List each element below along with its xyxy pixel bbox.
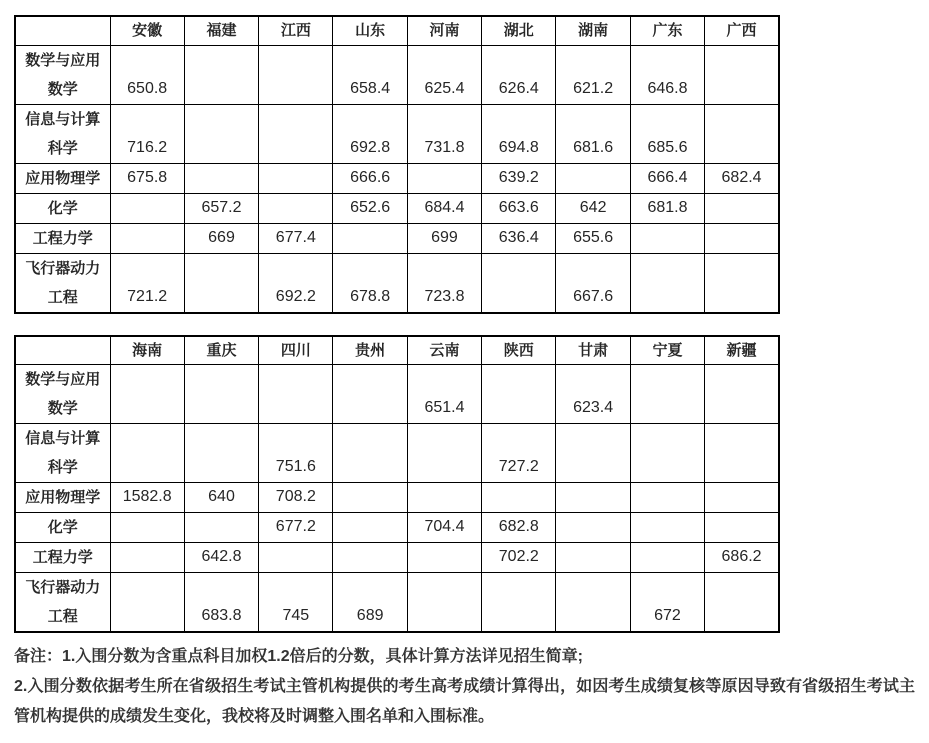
score-cell: 626.4 — [482, 45, 556, 104]
corner-cell — [15, 16, 110, 45]
province-header: 河南 — [407, 16, 481, 45]
score-cell: 657.2 — [184, 193, 258, 223]
score-cell — [259, 45, 333, 104]
score-cell — [556, 543, 630, 573]
score-cell — [184, 513, 258, 543]
major-score-row — [15, 45, 779, 104]
score-cell — [705, 513, 779, 543]
score-cell: 652.6 — [333, 193, 407, 223]
score-cell — [333, 424, 407, 483]
major-label: 飞行器动力工程 — [15, 253, 110, 313]
score-cell: 716.2 — [110, 104, 184, 163]
score-cell — [110, 543, 184, 573]
score-cell — [705, 573, 779, 633]
score-cell — [407, 163, 481, 193]
score-cell: 684.4 — [407, 193, 481, 223]
score-cell: 663.6 — [482, 193, 556, 223]
score-cell — [630, 365, 704, 424]
major-score-row — [15, 513, 779, 543]
score-cell: 639.2 — [482, 163, 556, 193]
score-cell: 708.2 — [259, 483, 333, 513]
score-cell: 686.2 — [705, 543, 779, 573]
score-cell: 704.4 — [407, 513, 481, 543]
score-cell — [184, 365, 258, 424]
score-cell: 745 — [259, 573, 333, 633]
score-cell: 699 — [407, 223, 481, 253]
score-cell — [184, 45, 258, 104]
major-label: 工程力学 — [15, 223, 110, 253]
score-cell — [705, 483, 779, 513]
major-label: 数学与应用数学 — [15, 45, 110, 104]
score-cell — [705, 193, 779, 223]
major-label: 应用物理学 — [15, 163, 110, 193]
major-label: 工程力学 — [15, 543, 110, 573]
score-cell: 666.6 — [333, 163, 407, 193]
score-cell: 694.8 — [482, 104, 556, 163]
score-cell — [333, 365, 407, 424]
score-cell: 692.2 — [259, 253, 333, 313]
score-cell — [259, 104, 333, 163]
score-cell: 721.2 — [110, 253, 184, 313]
score-cell: 751.6 — [259, 424, 333, 483]
score-cell: 682.8 — [482, 513, 556, 543]
score-cell — [184, 163, 258, 193]
province-header: 四川 — [259, 336, 333, 365]
score-cell: 658.4 — [333, 45, 407, 104]
score-cell — [630, 513, 704, 543]
score-cell — [333, 223, 407, 253]
major-score-row — [15, 104, 779, 163]
score-cell: 689 — [333, 573, 407, 633]
score-cell — [259, 193, 333, 223]
notes-section — [14, 642, 915, 732]
score-table-provinces-group-1 — [14, 15, 780, 314]
score-cell: 650.8 — [110, 45, 184, 104]
score-cell: 636.4 — [482, 223, 556, 253]
score-cell: 681.6 — [556, 104, 630, 163]
score-cell — [259, 365, 333, 424]
score-cell — [556, 513, 630, 543]
province-header-row — [15, 336, 779, 365]
score-cell — [110, 223, 184, 253]
note-line-2: 2.入围分数依据考生所在省级招生考试主管机构提供的考生高考成绩计算得出，如因考生成绩复核等原因导致有省级招生考试主管机构提供的成绩发生变化，我校将及时调整入围名单和入围标准。 — [14, 678, 915, 725]
province-header: 甘肃 — [556, 336, 630, 365]
score-cell — [184, 104, 258, 163]
score-cell — [110, 365, 184, 424]
score-cell: 681.8 — [630, 193, 704, 223]
score-cell — [110, 573, 184, 633]
score-cell: 672 — [630, 573, 704, 633]
score-cell — [556, 163, 630, 193]
major-label: 信息与计算科学 — [15, 104, 110, 163]
score-cell: 678.8 — [333, 253, 407, 313]
score-cell — [184, 253, 258, 313]
score-cell — [110, 513, 184, 543]
score-cell — [407, 424, 481, 483]
score-cell: 669 — [184, 223, 258, 253]
score-cell — [184, 424, 258, 483]
major-label: 应用物理学 — [15, 483, 110, 513]
major-label: 化学 — [15, 193, 110, 223]
major-label: 信息与计算科学 — [15, 424, 110, 483]
score-cell — [407, 573, 481, 633]
province-header: 江西 — [259, 16, 333, 45]
score-cell: 1582.8 — [110, 483, 184, 513]
score-table-provinces-group-2 — [14, 335, 780, 634]
province-header: 海南 — [110, 336, 184, 365]
score-cell: 621.2 — [556, 45, 630, 104]
score-cell — [705, 45, 779, 104]
score-cell: 727.2 — [482, 424, 556, 483]
province-header: 福建 — [184, 16, 258, 45]
major-score-row — [15, 543, 779, 573]
score-cell: 731.8 — [407, 104, 481, 163]
score-cell — [333, 543, 407, 573]
major-score-row — [15, 253, 779, 313]
province-header: 云南 — [407, 336, 481, 365]
score-cell — [630, 483, 704, 513]
score-cell: 677.4 — [259, 223, 333, 253]
major-label: 飞行器动力工程 — [15, 573, 110, 633]
score-cell: 640 — [184, 483, 258, 513]
corner-cell — [15, 336, 110, 365]
score-cell: 677.2 — [259, 513, 333, 543]
major-score-row — [15, 573, 779, 633]
score-cell — [407, 483, 481, 513]
score-cell — [482, 483, 556, 513]
province-header: 山东 — [333, 16, 407, 45]
score-cell: 685.6 — [630, 104, 704, 163]
score-cell: 682.4 — [705, 163, 779, 193]
province-header: 宁夏 — [630, 336, 704, 365]
score-cell — [259, 543, 333, 573]
score-cell — [556, 424, 630, 483]
score-cell — [259, 163, 333, 193]
province-header: 湖南 — [556, 16, 630, 45]
score-cell — [333, 483, 407, 513]
major-score-row — [15, 424, 779, 483]
score-cell — [705, 253, 779, 313]
score-cell — [705, 365, 779, 424]
province-header: 重庆 — [184, 336, 258, 365]
score-cell: 642.8 — [184, 543, 258, 573]
score-cell — [110, 193, 184, 223]
score-cell: 642 — [556, 193, 630, 223]
score-cell: 723.8 — [407, 253, 481, 313]
score-cell: 702.2 — [482, 543, 556, 573]
score-cell: 683.8 — [184, 573, 258, 633]
score-cell: 655.6 — [556, 223, 630, 253]
province-header: 湖北 — [482, 16, 556, 45]
score-cell — [482, 253, 556, 313]
score-cell — [705, 424, 779, 483]
score-cell — [556, 573, 630, 633]
score-cell — [556, 483, 630, 513]
score-cell — [482, 365, 556, 424]
province-header: 新疆 — [705, 336, 779, 365]
major-score-row — [15, 365, 779, 424]
score-cell — [630, 424, 704, 483]
score-cell — [630, 223, 704, 253]
major-score-row — [15, 193, 779, 223]
score-cell — [705, 104, 779, 163]
major-label: 化学 — [15, 513, 110, 543]
score-cell: 667.6 — [556, 253, 630, 313]
province-header: 贵州 — [333, 336, 407, 365]
score-cell: 675.8 — [110, 163, 184, 193]
score-cell — [630, 253, 704, 313]
score-cell: 692.8 — [333, 104, 407, 163]
score-cell: 666.4 — [630, 163, 704, 193]
major-score-row — [15, 483, 779, 513]
province-header: 陕西 — [482, 336, 556, 365]
province-header: 广东 — [630, 16, 704, 45]
score-cell: 625.4 — [407, 45, 481, 104]
score-cell — [407, 543, 481, 573]
major-score-row — [15, 223, 779, 253]
score-cell — [705, 223, 779, 253]
score-cell: 623.4 — [556, 365, 630, 424]
major-score-row — [15, 163, 779, 193]
major-label: 数学与应用数学 — [15, 365, 110, 424]
score-cell: 651.4 — [407, 365, 481, 424]
score-cell: 646.8 — [630, 45, 704, 104]
score-cell — [630, 543, 704, 573]
note-line-1: 备注：1.入围分数为含重点科目加权1.2倍后的分数，具体计算方法详见招生简章; — [14, 648, 583, 665]
score-cell — [482, 573, 556, 633]
province-header-row — [15, 16, 779, 45]
province-header: 安徽 — [110, 16, 184, 45]
province-header: 广西 — [705, 16, 779, 45]
score-cell — [110, 424, 184, 483]
score-cell — [333, 513, 407, 543]
